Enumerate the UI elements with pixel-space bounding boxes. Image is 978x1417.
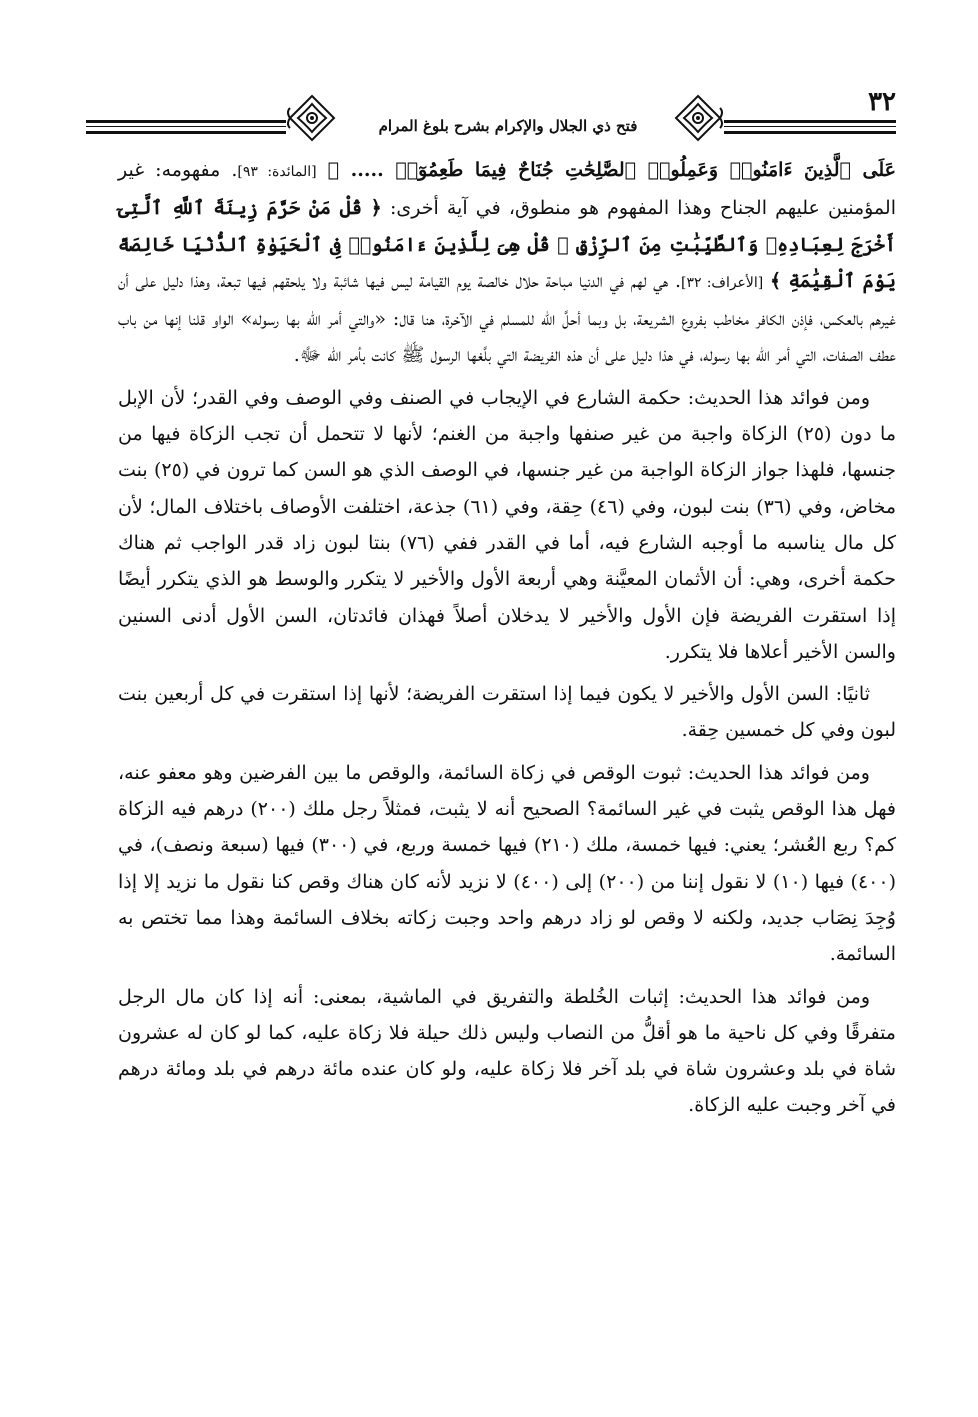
ornament-icon [672, 92, 724, 144]
book-title-box [308, 106, 708, 146]
book-title: فتح ذي الجلال والإكرام بشرح بلوغ المرام [378, 117, 638, 135]
quran-verse: عَلَى ٱلَّذِينَ ءَامَنُوا۟ وَعَمِلُوا۟ ٱلصَّٰلِحَٰتِ جُنَاحٌ فِيمَا طَعِمُوٓا۟ ..... ﴾ [327, 159, 896, 181]
paragraph-text: . مفهومه: غير المؤمنين عليهم الجناح وهذا المفهوم هو منطوق، في آية أخرى: [118, 159, 896, 220]
paragraph [118, 152, 896, 374]
ornament-icon [286, 92, 338, 144]
page-body [118, 152, 896, 1124]
paragraph: ومن فوائد هذا الحديث: إثبات الخُلطة والتفريق في الماشية، بمعنى: أنه إذا كان مال الرجل متفرقًا وفي كل ناحية ما هو أقلُّ من النصاب وليس ذلك حيلة فلا زكاة عليه، كما لو كان له عشرون شاة في بلد وعشرون شاة في بلد آخر فلا زكاة عليه، ولو كان عنده مائة درهم في بلد ومائة درهم في آخر وجبت عليه الزكاة. [118, 985, 896, 1117]
page-number: ٣٢ [868, 87, 896, 117]
paragraph: ومن فوائد هذا الحديث: حكمة الشارع في الإيجاب في الصنف وفي الوصف وفي القدر؛ لأن الإبل ما دون (٢٥) الزكاة واجبة من غير صنفها واجبة من الغنم؛ لأنها لا تتحمل أن تجب الزكاة فيها من جنسها، فلهذا جواز الزكاة الواجبة من غير جنسها، في الوصف الذي هو السن كما ترون في (٢٥) بنت مخاض، وفي (٣٦) بنت لبون، وفي (٤٦) حِقة، وفي (٦١) جذعة، اختلفت الأوصاف باختلاف المال؛ لأن كل مال يناسبه ما أوجبه الشارع فيه، أما في القدر ففي (٧٦) بنتا لبون زاد قدر الواجب ثم هناك حكمة أخرى، وهي: أن الأثمان المعيَّنة وهي أربعة الأول والأخير لا يتكرر والوسط هو الذي يتكرر أيضًا إذا استقرت الفريضة فإن الأول والأخير لا يدخلان أصلاً فهذان فائدتان، السن الأول أدنى السنين والسن الأخير أعلاها فلا يتكرر. [118, 386, 897, 663]
quran-verse: ﴿ قُلْ مَنْ حَرَّمَ زِينَةَ ٱللَّهِ ٱلَّتِىٓ أَخْرَجَ لِعِبَادِهِۦ وَٱلطَّيِّبَٰتِ مِنَ ٱلرِّزْقِ ۚ قُلْ هِىَ لِلَّذِينَ ءَامَنُوا۟ فِى ٱلْحَيَوٰةِ ٱلدُّنْيَا خَالِصَةً يَوْمَ ٱلْقِيَٰمَةِ ﴾ [118, 197, 897, 292]
paragraph-text: . هي لهم في الدنيا مباحة حلال خالصة يوم القيامة ليس فيها شائبة ولا يلحقهم فيها تبعة، وهذا دليل على أن غيرهم بالعكس، فإذن الكافر مخاطب بفروع الشريعة، بل وبما أحلَّ الله للمسلم في الآخرة، هنا قال: «والتي أمر الله بها رسوله» الواو قلنا إنها من باب عطف الصفات، التي أمر الله بها رسوله، في هذا دليل على أن هذه الفريضة التي بلَّغها الرسول ﷺ كانت بأمر الله ﷻ. [118, 269, 896, 367]
running-header [86, 86, 896, 150]
paragraph: ثانيًا: السن الأول والأخير لا يكون فيما إذا استقرت الفريضة؛ لأنها إذا استقرت في كل أربعين بنت لبون وفي كل خمسين حِقة. [118, 683, 896, 742]
paragraph: ومن فوائد هذا الحديث: ثبوت الوقص في زكاة السائمة، والوقص ما بين الفرضين وهو معفو عنه، فهل هذا الوقص يثبت في غير السائمة؟ الصحيح أنه لا يثبت، فمثلاً رجل ملك (٢٠٠) درهم فيه الزكاة كم؟ ربع العُشر؛ يعني: فيها خمسة، ملك (٢١٠) فيها خمسة وربع، في (٣٠٠) فيها (سبعة ونصف)، في (٤٠٠) فيها (١٠) لا نقول إننا من (٢٠٠) إلى (٤٠٠) لا نزيد لأنه كان هناك وقص كنا نقول ما نزيد إلا إذا وُجِدَ نِصَاب جديد، ولكنه لا وقص لو زاد درهم واحد وجبت زكاته بخلاف السائمة وهذا مما تختص به السائمة. [118, 761, 897, 966]
verse-reference: [المائدة: ٩٣] [237, 164, 317, 180]
page-number-box [812, 86, 896, 118]
verse-reference: [الأعراف: ٣٢] [681, 274, 764, 291]
